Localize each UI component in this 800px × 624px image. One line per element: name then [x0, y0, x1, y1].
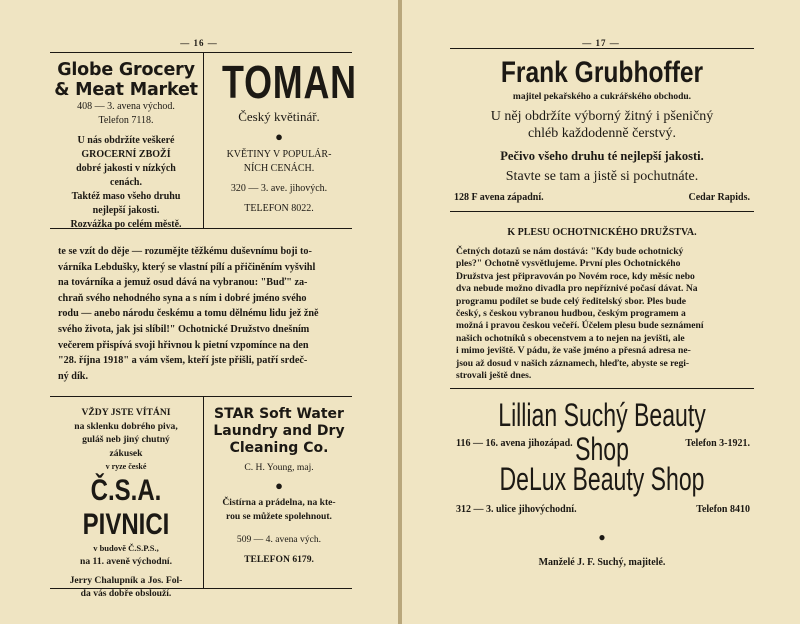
ad-city: Cedar Rapids. — [688, 192, 750, 203]
column-divider — [203, 396, 204, 588]
text-line: várníka Lebdušky, který se vlastní pílí a přičiněním vyšvihl — [58, 261, 316, 273]
ad-line: Stavte se tam a jistě si pochutnáte. — [505, 169, 699, 184]
text-line: svého života, jak jsi slíbil!" Ochotnické Družstvo dnešním — [58, 323, 310, 335]
owners-line: Manželé J. F. Suchý, majitelé. — [538, 557, 666, 568]
ad-line: Pečivo všeho druhu té nejlepší jakosti. — [500, 149, 704, 163]
ad-line: na 11. aveně východní. — [80, 556, 172, 567]
ad-title: Laundry and Dry — [213, 423, 345, 439]
text-line: Družstva jest připravován po Novém roce, kdy měsíc nebo — [456, 270, 695, 282]
ad-title: Č.S.A. PIVNICI — [82, 473, 170, 541]
text-line: možná i pravou českou večeří. Účelem plesu bude seznámení — [456, 320, 704, 332]
ad-title: & Meat Market — [54, 80, 198, 100]
text-line: programu podílet se bude celý ředitelský sbor. Ples bude — [456, 295, 686, 307]
ad-phone: Telefon 7118. — [98, 115, 154, 126]
ad-address: 509 — 4. avena vých. — [236, 534, 322, 545]
top-rule — [50, 52, 352, 53]
ad-subtitle: majitel pekařského a cukrářského obchodu. — [512, 92, 692, 102]
globe-grocery-ad — [50, 60, 202, 232]
ad-line: da vás dobře obslouží. — [80, 588, 172, 599]
ples-text — [456, 246, 752, 382]
ad-line: Taktéž maso všeho druhu — [71, 191, 181, 202]
ad-line: guláš neb jiný chutný — [82, 434, 170, 445]
right-page — [402, 0, 800, 624]
address-row — [454, 192, 750, 203]
section-rule — [450, 211, 754, 212]
ad-line: KVĚTINY V POPULÁR- — [226, 149, 332, 160]
ad-line: v budově Č.S.P.S., — [93, 542, 159, 553]
ad-title: Globe Grocery — [57, 60, 195, 80]
ad-line: Čistírna a prádelna, na kte- — [222, 497, 336, 508]
ad-line: U něj obdržíte výborný žitný i pšeničný — [490, 109, 714, 124]
ad-title: DeLux Beauty Shop — [499, 461, 705, 497]
ad-line: Rozvážka po celém městě. — [70, 219, 182, 230]
bullet-icon: ● — [598, 530, 606, 544]
ad-address: 320 — 3. ave. jihových. — [230, 183, 328, 194]
ad-line: nejlepší jakosti. — [92, 205, 160, 216]
star-laundry-ad — [206, 406, 352, 566]
ad-line: Jerry Chalupník a Jos. Fol- — [69, 574, 183, 586]
toman-ad — [206, 56, 357, 216]
ad-line: na sklenku dobrého piva, — [74, 420, 178, 432]
text-line: chraň svého nehodného syna a s ním i dobré jméno svého — [58, 292, 307, 304]
ad-address: 128 F avena západní. — [454, 192, 544, 203]
ad-line: zákusek — [109, 447, 143, 459]
ad-title: TOMAN — [222, 56, 357, 108]
ad-address: 312 — 3. ulice jihovýchodní. — [456, 504, 577, 515]
column-divider — [203, 52, 204, 228]
top-rule — [450, 48, 754, 49]
ad-line: NÍCH CENÁCH. — [243, 163, 315, 174]
text-line: "28. října 1918" a vám všem, kteří jste přišli, patří srdeč- — [58, 355, 308, 367]
ad-phone: Telefon 3-1921. — [685, 438, 750, 449]
ad-line: v ryze české — [105, 462, 147, 471]
bullet-icon: ● — [275, 129, 283, 144]
text-line: te se vzít do děje — rozumějte těžkému duševnímu boji to- — [58, 246, 312, 257]
text-line: jsou až dosud v našich záznamech, hleďte, abyste se regi- — [456, 357, 690, 369]
ad-address: 116 — 16. avena jihozápad. — [456, 438, 573, 449]
ad-title: Lillian Suchý Beauty Shop — [498, 397, 706, 467]
text-line: Četných dotazů se nám dostává: "Kdy bude ochotnický — [456, 246, 684, 257]
article-text — [58, 244, 350, 384]
ad-line: GROCERNÍ ZBOŽÍ — [81, 149, 171, 160]
page-number: — 17 — — [582, 38, 620, 48]
ad-owner: C. H. Young, maj. — [244, 462, 314, 473]
ad-phone: TELEFON 6179. — [244, 553, 314, 565]
text-line: rodu — anebo národu českému a tomu dělnému lidu jež žně — [58, 308, 319, 320]
frank-grubhoffer-ad — [450, 56, 754, 185]
ad-title: Frank Grubhoffer — [500, 56, 704, 89]
ad-line: VŽDY JSTE VÍTÁNI — [81, 407, 171, 418]
text-line: i mimo jeviště. V pádu, že vaše jméno a přesná adresa ne- — [456, 345, 691, 357]
ad-line: cenách. — [110, 177, 142, 188]
text-line: ples?" Ochotně vysvětlujeme. První ples Ochotnického — [456, 258, 681, 270]
text-line: večerem přispívá svoji hřivnou k pietní vzpomínce na den — [58, 339, 309, 351]
ples-heading: K PLESU OCHOTNICKÉHO DRUŽSTVA. — [507, 227, 697, 238]
section-rule — [450, 388, 754, 389]
text-line: dva nebude možno divadla pro nepříznivé počasí dávat. Na — [456, 283, 698, 295]
csa-pivnici-ad — [50, 406, 202, 601]
text-line: na továrníka a jemuž osud dává na vybranou: "Buď" za- — [58, 277, 308, 289]
ad-subtitle: Český květinář. — [238, 109, 320, 124]
ad-title: STAR Soft Water — [214, 406, 344, 422]
lillian-beauty-shop-title — [450, 398, 754, 466]
delux-beauty-shop-title — [450, 462, 754, 496]
ad-address: 408 — 3. avena východ. — [77, 101, 175, 112]
address-row — [456, 504, 750, 515]
ad-title: Cleaning Co. — [229, 440, 329, 456]
ad-phone: TELEFON 8022. — [244, 203, 314, 214]
ad-line: rou se můžete spolehnout. — [226, 510, 332, 522]
section-rule — [50, 396, 352, 397]
bullet-icon: ● — [275, 477, 283, 493]
text-line: český, s českou vybranou hudbou, českým programem a — [456, 308, 686, 320]
text-line: našich ochotníků s obecenstvem a to nejen na jevišti, ale — [456, 332, 685, 344]
ad-line: chléb každodenně čerstvý. — [527, 126, 677, 141]
ad-line: U nás obdržíte veškeré — [77, 135, 175, 146]
ad-line: dobré jakosti v nízkých — [76, 163, 176, 174]
ad-phone: Telefon 8410 — [696, 504, 750, 515]
text-line: strovali ještě dnes. — [456, 370, 532, 382]
text-line: ný dík. — [58, 370, 89, 382]
address-row — [456, 438, 750, 449]
page-number: — 16 — — [180, 38, 218, 48]
